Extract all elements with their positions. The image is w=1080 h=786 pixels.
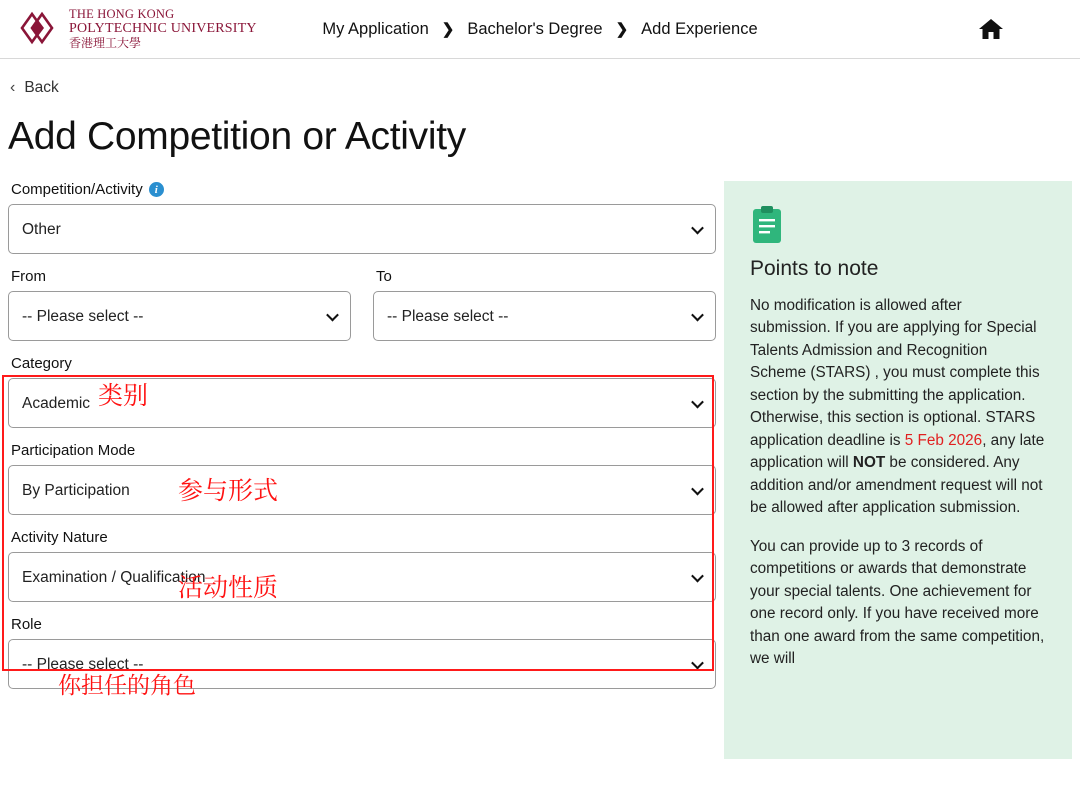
breadcrumb-item-add-experience[interactable]: Add Experience (641, 19, 758, 38)
stars-deadline-date: 5 Feb 2026 (904, 431, 983, 449)
from-label: From (11, 268, 46, 285)
to-select[interactable] (373, 291, 716, 341)
annotation-participation-mode: 参与形式 (178, 476, 279, 505)
clipboard-icon (750, 205, 784, 245)
date-range-row (8, 268, 716, 355)
ptn-p1-part2: , any late application will (750, 431, 1045, 472)
role-label: Role (11, 616, 42, 633)
to-label: To (376, 268, 392, 285)
annotation-category: 类别 (98, 381, 149, 410)
points-to-note-paragraph-1 (750, 295, 1046, 520)
competition-activity-label-text: Competition/Activity (11, 181, 143, 198)
competition-activity-label (11, 181, 716, 198)
app-header (0, 0, 1080, 59)
polyu-logo-text (69, 7, 257, 50)
competition-activity-field (8, 204, 716, 254)
participation-mode-field (8, 465, 716, 515)
to-field-group (373, 268, 716, 355)
participation-mode-label: Participation Mode (11, 442, 136, 459)
polyu-logo-mark (18, 8, 60, 50)
page-title: Add Competition or Activity (8, 115, 466, 158)
side-column (724, 181, 1072, 759)
polyu-logo[interactable] (18, 7, 257, 50)
info-icon[interactable]: i (149, 182, 164, 197)
activity-nature-field (8, 552, 716, 602)
chevron-left-icon: ‹ (10, 79, 16, 96)
breadcrumb-item-my-application[interactable]: My Application (322, 19, 429, 38)
logo-line-2: POLYTECHNIC UNIVERSITY (69, 21, 257, 37)
form-column (0, 181, 716, 759)
activity-nature-select[interactable] (8, 552, 716, 602)
category-field (8, 378, 716, 428)
from-select[interactable] (8, 291, 351, 341)
from-field (8, 291, 351, 341)
category-label: Category (11, 355, 72, 372)
activity-nature-label: Activity Nature (11, 529, 108, 546)
points-to-note-title: Points to note (750, 257, 879, 280)
header-actions (978, 17, 1062, 41)
role-field (8, 639, 716, 689)
logo-line-3: 香港理工大學 (69, 36, 142, 51)
to-field (373, 291, 716, 341)
ptn-p1-part1: No modification is allowed after submission. If you are applying for Special Talents Admission and Recognition Scheme (STARS) , you must complete this section by the submitting the application. Otherwise, this section is optional. STARS application deadline is (750, 297, 1040, 449)
breadcrumb-item-bachelors-degree[interactable]: Bachelor's Degree (467, 19, 603, 38)
logo-line-1: THE HONG KONG (69, 7, 175, 22)
home-icon[interactable] (978, 17, 1004, 41)
chevron-right-icon: ❯ (441, 21, 455, 38)
from-field-group (8, 268, 351, 355)
annotation-activity-nature: 活动性质 (178, 573, 279, 602)
role-select[interactable] (8, 639, 716, 689)
ptn-p1-part3: be considered. Any addition and/or amendment request will not be allowed after application submission. (750, 454, 1043, 517)
annotation-role: 你担任的角色 (58, 673, 196, 699)
category-select[interactable] (8, 378, 716, 428)
chevron-right-icon: ❯ (615, 21, 629, 38)
ptn-p1-bold: NOT (852, 454, 886, 472)
hamburger-menu-icon[interactable] (1030, 23, 1054, 35)
back-button[interactable] (0, 59, 59, 97)
breadcrumb (322, 20, 757, 39)
competition-activity-select[interactable] (8, 204, 716, 254)
participation-mode-select[interactable] (8, 465, 716, 515)
back-label: Back (24, 79, 59, 96)
points-to-note-panel (724, 181, 1072, 759)
points-to-note-paragraph-2: You can provide up to 3 records of competitions or awards that demonstrate your special talents. One achievement for one record only. If you have received more than one award from the same competition, we will (750, 537, 1045, 668)
main-content (0, 181, 1080, 759)
